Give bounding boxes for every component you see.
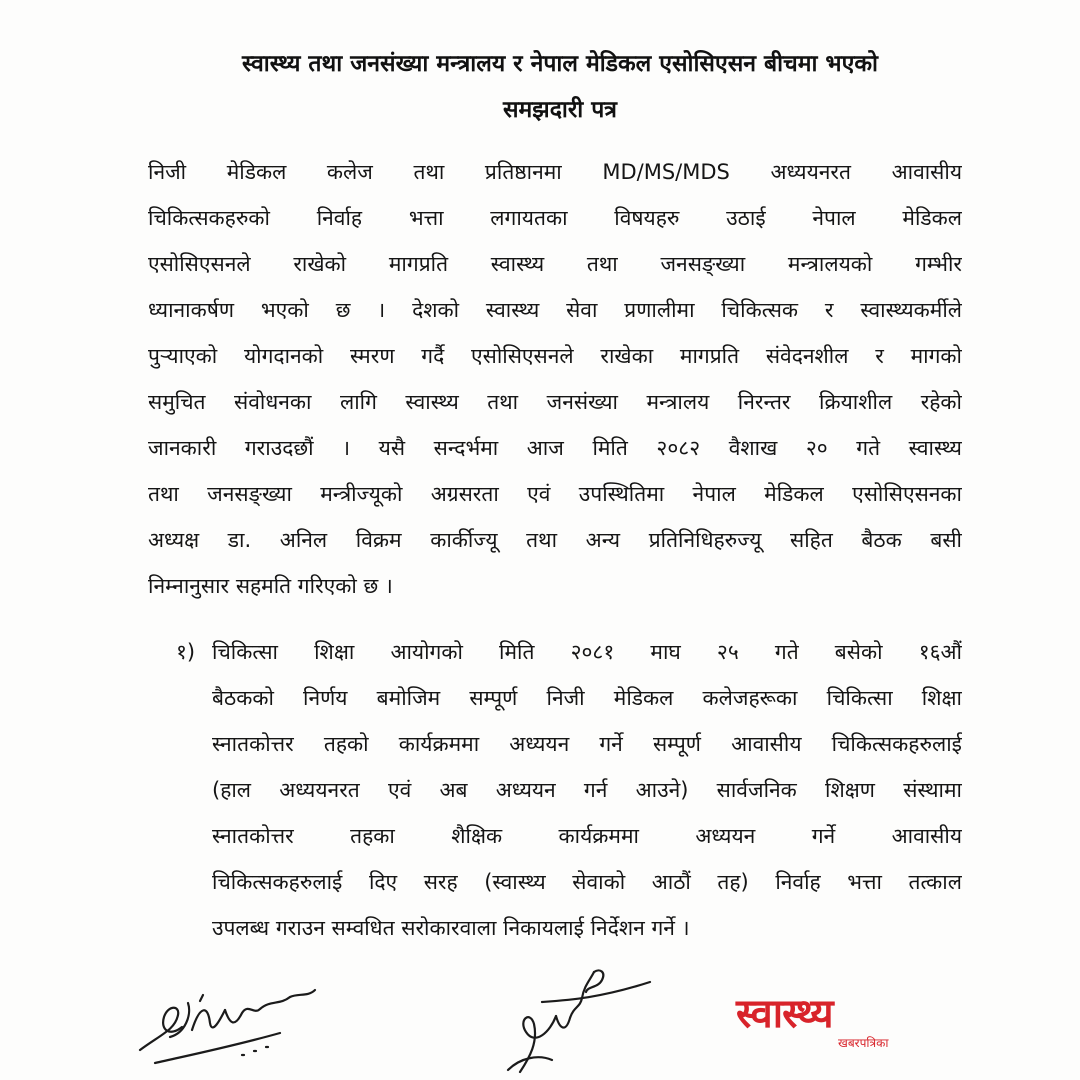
list-item-line: स्नातकोत्तर तहको कार्यक्रममा अध्ययन गर्ने सम्पूर्ण आवासीय चिकित्सकहरुलाई	[212, 732, 962, 756]
paragraph-line: तथा जनसङ्ख्या मन्त्रीज्यूको अग्रसरता एवं उपस्थितिमा नेपाल मेडिकल एसोसिएसनका	[148, 482, 962, 506]
list-item-line: चिकित्सकहरुलाई दिए सरह (स्वास्थ्य सेवाको आठौं तह) निर्वाह भत्ता तत्काल	[212, 870, 962, 894]
paragraph-line: जानकारी गराउदछौं । यसै सन्दर्भमा आज मिति २०८२ वैशाख २० गते स्वास्थ्य	[148, 436, 962, 460]
paragraph-line: निजी मेडिकल कलेज तथा प्रतिष्ठानमा MD/MS/MDS अध्ययनरत आवासीय	[148, 160, 962, 184]
document-title-line-1: स्वास्थ्य तथा जनसंख्या मन्त्रालय र नेपाल मेडिकल एसोसिएसन बीचमा भएको	[242, 51, 878, 77]
list-item-line: उपलब्ध गराउन सम्वधित सरोकारवाला निकायलाई निर्देशन गर्ने ।	[212, 916, 690, 940]
list-item-line: बैठकको निर्णय बमोजिम सम्पूर्ण निजी मेडिकल कलेजहरूका चिकित्सा शिक्षा	[212, 686, 962, 710]
paragraph-line: चिकित्सकहरुको निर्वाह भत्ता लगायतका विषयहरु उठाई नेपाल मेडिकल	[148, 206, 962, 230]
signature-middle	[490, 962, 660, 1077]
document-title-line-2: समझदारी पत्र	[503, 97, 617, 123]
brand-logo	[736, 990, 926, 1060]
brand-logo-text: स्वास्थ्य	[736, 991, 833, 1037]
paragraph-line: निम्नानुसार सहमति गरिएको छ ।	[148, 574, 393, 598]
brand-logo-tagline: खबरपत्रिका	[838, 1036, 889, 1050]
paragraph-line: ध्यानाकर्षण भएको छ । देशको स्वास्थ्य सेवा प्रणालीमा चिकित्सक र स्वास्थ्यकर्मीले	[148, 298, 962, 322]
list-item-line: चिकित्सा शिक्षा आयोगको मिति २०८१ माघ २५ गते बसेको १६औं	[212, 640, 962, 664]
paragraph-line: एसोसिएसनले राखेको मागप्रति स्वास्थ्य तथा जनसङ्ख्या मन्त्रालयको गम्भीर	[148, 252, 962, 276]
signature-left	[130, 975, 330, 1070]
paragraph-line: अध्यक्ष डा. अनिल विक्रम कार्कीज्यू तथा अन्य प्रतिनिधिहरुज्यू सहित बैठक बसी	[148, 528, 962, 552]
list-item-number: १)	[176, 640, 196, 664]
list-item-line: (हाल अध्ययनरत एवं अब अध्ययन गर्न आउने) सार्वजनिक शिक्षण संस्थामा	[212, 778, 962, 802]
list-item-line: स्नातकोत्तर तहका शैक्षिक कार्यक्रममा अध्ययन गर्ने आवासीय	[212, 824, 962, 848]
paragraph-line: पुऱ्याएको योगदानको स्मरण गर्दै एसोसिएसनले राखेका मागप्रति संवेदनशील र मागको	[148, 344, 962, 368]
paragraph-line: समुचित संवोधनका लागि स्वास्थ्य तथा जनसंख्या मन्त्रालय निरन्तर क्रियाशील रहेको	[148, 390, 962, 414]
